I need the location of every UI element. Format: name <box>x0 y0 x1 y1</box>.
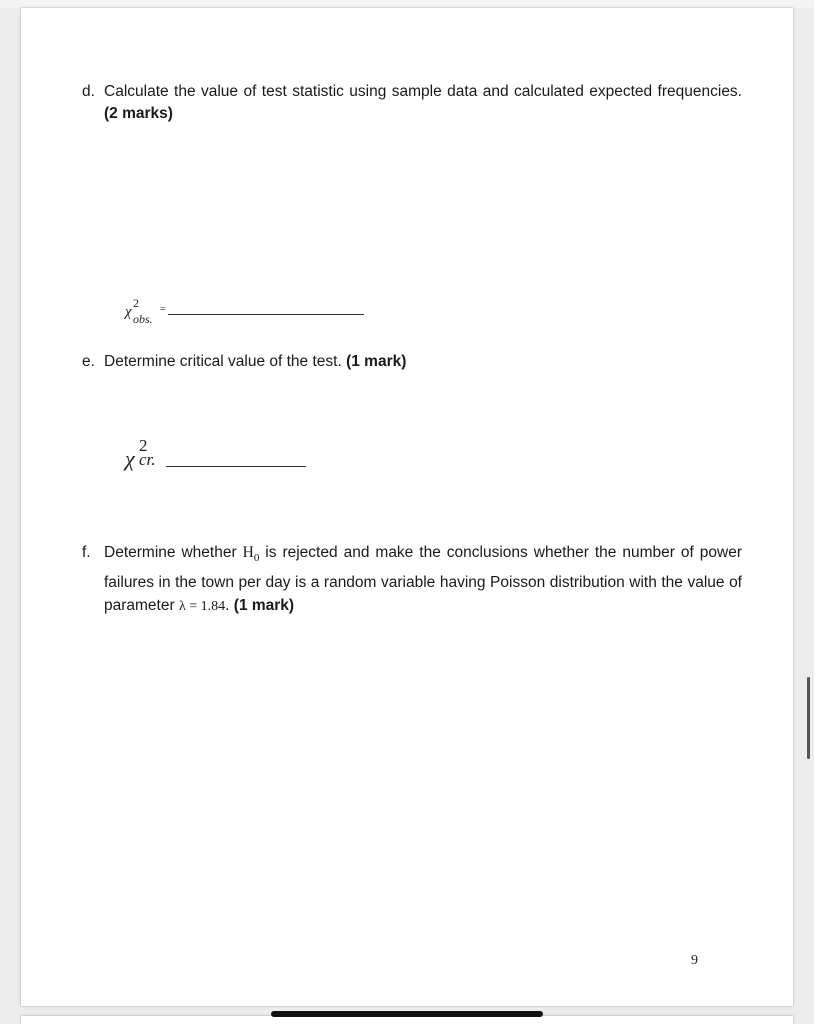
question-d-text: Calculate the value of test statistic using sample data and calculated expected frequencies. <box>104 83 742 100</box>
chi-obs-superscript: 2 <box>133 296 139 310</box>
chi-obs-symbol: χ <box>125 304 132 320</box>
question-f-marks: (1 mark) <box>233 597 295 614</box>
page-number: 9 <box>691 953 698 968</box>
question-f-period: . <box>225 597 230 614</box>
top-strip <box>0 0 814 8</box>
question-e-letter: e. <box>82 353 95 370</box>
chi-cr-subscript: cr. <box>139 450 156 469</box>
chi-cr-answer-line <box>166 466 306 467</box>
question-e-text: Determine critical value of the test. <box>104 353 342 370</box>
chi-obs-answer-line <box>168 314 364 315</box>
question-f <box>82 541 742 619</box>
home-indicator[interactable] <box>271 1011 543 1017</box>
next-page-edge <box>21 1016 793 1024</box>
question-d-body <box>104 81 742 125</box>
chi-cr-symbol: χ <box>125 446 135 471</box>
h0-subscript: 0 <box>253 552 260 564</box>
scrollbar-thumb[interactable] <box>807 677 810 759</box>
question-e <box>82 351 742 373</box>
question-e-body <box>104 351 742 373</box>
chi-cr-label <box>125 438 165 474</box>
h0-letter: H <box>242 544 254 561</box>
question-f-body <box>104 541 742 619</box>
chi-obs-label <box>125 298 165 328</box>
lambda-expression: λ = 1.84 <box>178 599 226 614</box>
question-d <box>82 81 742 125</box>
question-f-text-before: Determine whether <box>104 544 237 561</box>
document-page <box>21 8 793 1006</box>
question-e-marks: (1 mark) <box>346 353 407 370</box>
question-f-text-after: is rejected and make the conclusions whether the number of power failures in the town per day is a random variable having Poisson distribution with the value of parameter <box>104 544 743 614</box>
h0-symbol <box>242 544 260 564</box>
chi-obs-equals: = <box>160 304 166 315</box>
chi-cr-superscript: 2 <box>139 436 148 455</box>
question-f-letter: f. <box>82 544 91 561</box>
chi-obs-subscript: obs. <box>133 312 153 326</box>
question-d-marks: (2 marks) <box>104 105 173 122</box>
question-d-letter: d. <box>82 83 95 100</box>
